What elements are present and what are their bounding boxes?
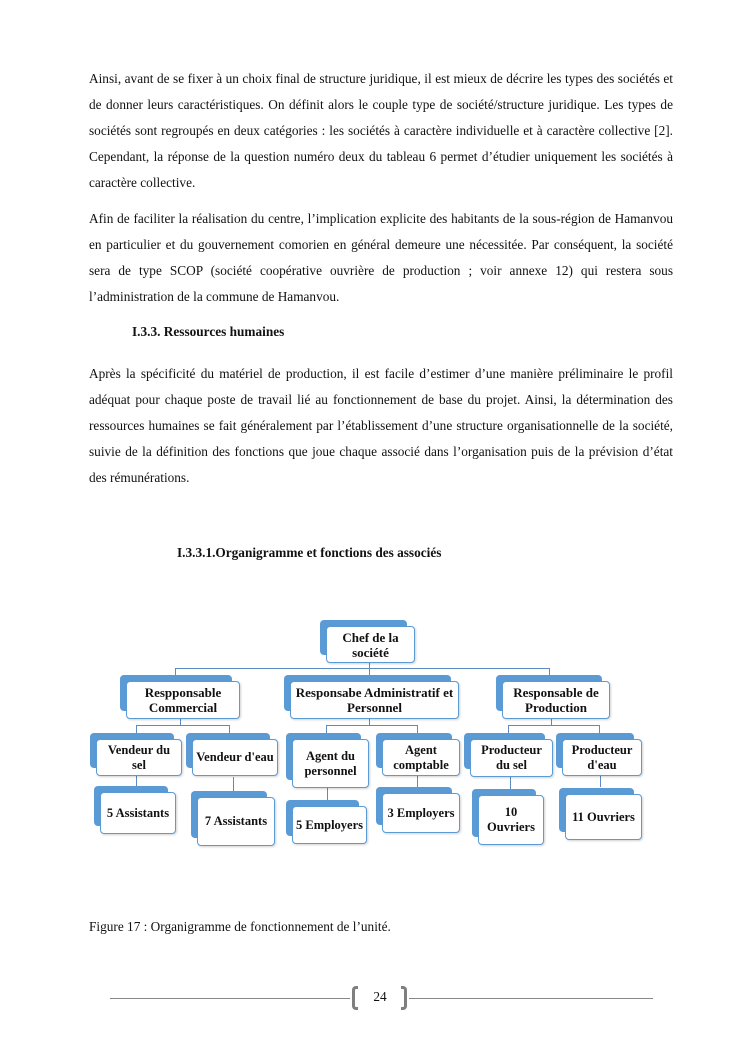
org-box-agent-comptable [376,733,460,776]
page-number-bracket-right [401,986,407,1010]
org-box-label: Respponsable Commercial [126,681,240,719]
org-box-staff-employers-3 [376,787,460,833]
connector-line [600,775,601,787]
org-box-label: 5 Assistants [100,792,176,834]
connector-line [417,725,418,733]
org-box-producteur-eau [556,733,642,776]
connector-line [180,718,181,725]
connector-line [229,725,230,733]
org-box-producteur-sel [464,733,553,777]
connector-line [136,725,230,726]
org-box-label: Vendeur du sel [96,739,182,776]
connector-line [136,725,137,733]
org-box-root [320,620,415,663]
org-box-label: Vendeur d'eau [192,739,278,776]
org-box-staff-assistants-5 [94,786,176,834]
connector-line [326,725,327,733]
connector-line [551,718,552,725]
figure-caption: Figure 17 : Organigramme de fonctionnement de l’unité. [89,919,391,934]
connector-line [175,668,550,669]
subsection-heading-organigramme: I.3.3.1.Organigramme et fonctions des associés [177,545,442,560]
org-box-label: 3 Employers [382,793,460,833]
org-box-staff-assistants-7 [191,791,275,846]
org-box-label: Agent comptable [382,739,460,776]
section-heading-ressources-humaines: I.3.3. Ressources humaines [132,324,285,339]
connector-line [327,787,328,800]
org-box-label: Producteur du sel [470,739,553,777]
org-box-label: Chef de la société [326,626,415,663]
connector-line [599,725,600,733]
org-box-staff-ouvriers-10 [472,789,544,845]
paragraph-structure-juridique: Ainsi, avant de se fixer à un choix final de structure juridique, il est mieux de décrire les types des sociétés et de donner leurs caractéristiques. On définit alors le couple type de société/structure juridique. Les types de sociétés sont regroupés en deux catégories : les sociétés à caractère individuelle et à caractère collective [2]. Cependant, la réponse de la question numéro deux du tableau 6 permet d’étudier uniquement les sociétés à caractère collective. [89,71,673,190]
org-box-label: Responsable de Production [502,681,610,719]
org-box-label: 10 Ouvriers [478,795,544,845]
org-box-label: 7 Assistants [197,797,275,846]
connector-line [510,777,511,789]
connector-line [508,725,509,733]
footer-rule-left [110,998,350,999]
footer-rule-right [409,998,653,999]
connector-line [326,725,418,726]
org-box-label: Agent du personnel [292,739,369,788]
org-box-label: Producteur d'eau [562,739,642,776]
org-box-label: Responsabe Administratif et Personnel [290,681,459,719]
org-box-agent-personnel [286,733,369,788]
paragraph-scop: Afin de faciliter la réalisation du centre, l’implication explicite des habitants de la sous-région de Hamanvou en particulier et du gouvernement comorien en général demeure une nécessitée. Par conséquent, la société sera de type SCOP (société coopérative ouvrière de production ; voir annexe 12) qui restera sous l’administration de la commune de Hamanvou. [89,211,673,304]
connector-line [508,725,600,726]
org-box-administratif [284,675,459,719]
org-box-production [496,675,610,719]
connector-line [233,777,234,791]
page-number-bracket-left [352,986,358,1010]
page-number: 24 [373,989,387,1004]
connector-line [417,775,418,787]
org-box-commercial [120,675,240,719]
org-box-staff-employers-5 [286,800,367,844]
paragraph-ressources-humaines: Après la spécificité du matériel de production, il est facile d’estimer d’une manière préliminaire le profil adéquat pour chaque poste de travail lié au fonctionnement de base du projet. Ainsi, la détermination des ressources humaines se fait généralement par l’établissement d’une structure organisationnelle de la société, suivie de la définition des fonctions que joue chaque associé dans l’organisation puis de la prévision d’état des rémunérations. [89,366,673,485]
org-box-label: 11 Ouvriers [565,794,642,840]
org-box-label: 5 Employers [292,806,367,844]
org-box-vendeur-sel [90,733,182,776]
org-box-staff-ouvriers-11 [559,788,642,840]
org-box-vendeur-eau [186,733,278,776]
connector-line [369,718,370,725]
